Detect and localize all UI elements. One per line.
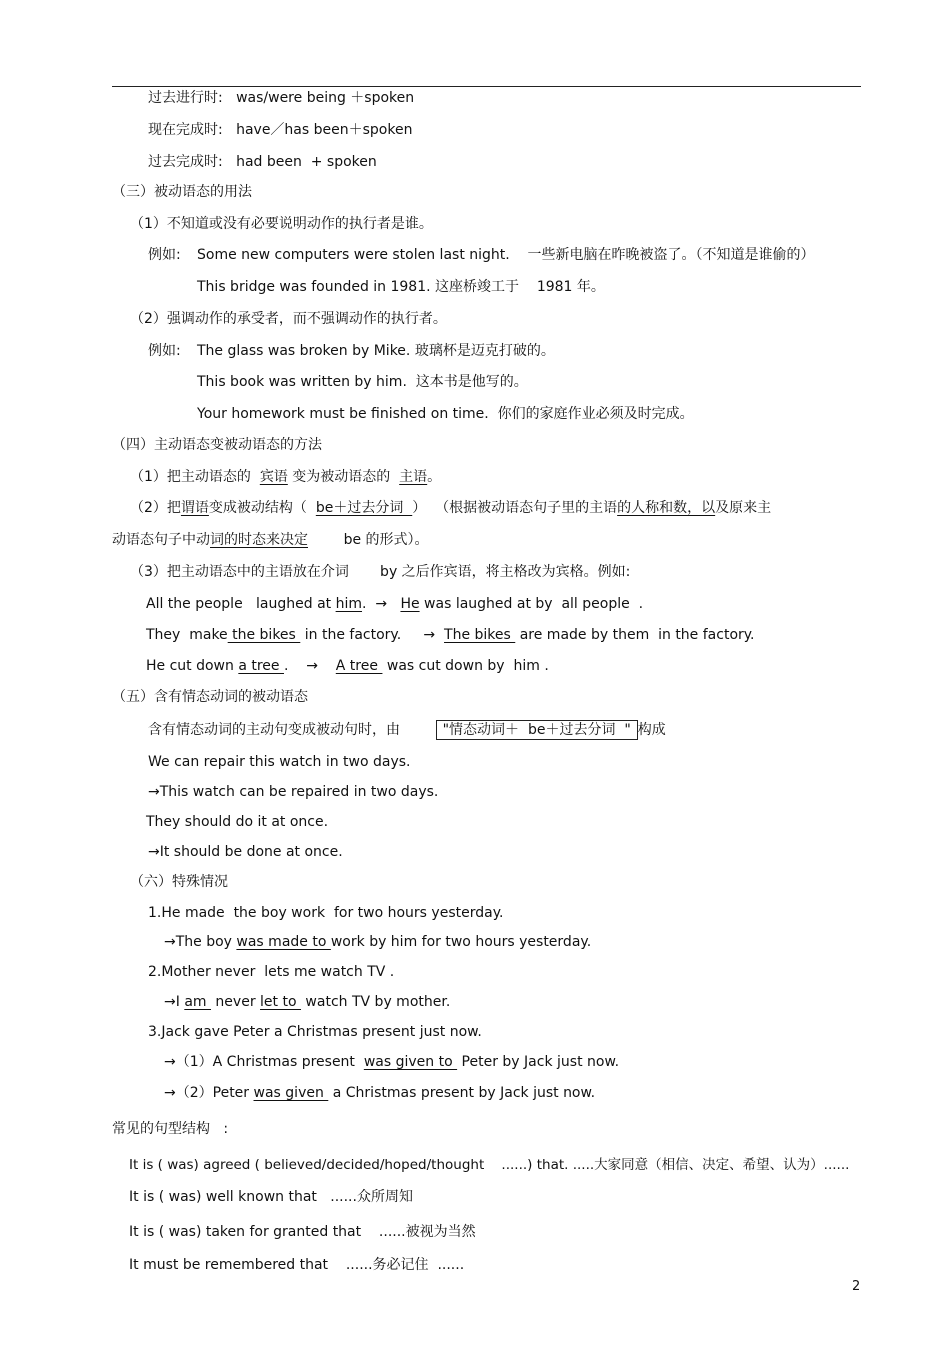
pattern-item: It must be remembered that ......务必记住 ...... [129, 1257, 465, 1273]
tense-past-perfect: 过去完成时: had been + spoken [148, 154, 377, 170]
s6-b2: →I am never let to watch TV by mother. [164, 994, 451, 1010]
tense-past-continuous: 过去进行时: was/were being ＋spoken [148, 90, 415, 106]
s4-example-3: He cut down a tree . → A tree was cut down by him . [146, 658, 549, 674]
s5-line-1: We can repair this watch in two days. [148, 754, 411, 770]
s3-point-1: （1）不知道或没有必要说明动作的执行者是谁。 [130, 216, 433, 232]
s4-rule-3: （3）把主动语态中的主语放在介词 by 之后作宾语，将主格改为宾格。例如: [130, 564, 631, 580]
s6-c2: →（1）A Christmas present was given to Peter by Jack just now. [164, 1054, 620, 1070]
s4-example-1: All the people laughed at him. → He was laughed at by all people . [146, 596, 644, 612]
s3-example-label-2: 例如: [148, 343, 181, 359]
s6-c1: 3.Jack gave Peter a Christmas present just now. [148, 1024, 482, 1040]
s4-rule-2-cont: 动语态句子中动词的时态来决定 be 的形式）。 [112, 532, 429, 548]
pattern-item: It is ( was) well known that ......众所周知 [129, 1189, 413, 1205]
s5-line-4: →It should be done at once. [148, 844, 343, 860]
s5-line-2: →This watch can be repaired in two days. [148, 784, 439, 800]
s6-c3: →（2）Peter was given a Christmas present by Jack just now. [164, 1085, 596, 1101]
tense-present-perfect: 现在完成时: have／has been＋spoken [148, 122, 413, 138]
s4-example-2: They make the bikes in the factory. → The bikes are made by them in the factory. [146, 627, 755, 643]
section-3-title: （三）被动语态的用法 [112, 184, 252, 200]
section-5-title: （五）含有情态动词的被动语态 [112, 689, 308, 705]
page-number: 2 [852, 1279, 861, 1294]
s4-rule-1: （1）把主动语态的 宾语 变为被动语态的 主语。 [130, 469, 442, 485]
s3-example-2: This bridge was founded in 1981. 这座桥竣工于 1981 年。 [197, 279, 605, 295]
s5-intro: 含有情态动词的主动句变成被动句时，由 "情态动词＋ be＋过去分词 " 构成 [148, 722, 666, 738]
s6-a1: 1.He made the boy work for two hours yesterday. [148, 905, 504, 921]
s3-example-1: Some new computers were stolen last night. 一些新电脑在昨晚被盗了。（不知道是谁偷的） [197, 247, 815, 263]
s3-example-3: The glass was broken by Mike. 玻璃杯是迈克打破的。 [197, 343, 555, 359]
pattern-item: It is ( was) agreed ( believed/decided/hoped/thought ......) that. .....大家同意（相信、决定、希望、认为）...... [129, 1157, 850, 1173]
patterns-title: 常见的句型结构 : [112, 1121, 229, 1137]
section-6-title: （六）特殊情况 [130, 874, 228, 890]
s3-point-2: （2）强调动作的承受者，而不强调动作的执行者。 [130, 311, 447, 327]
header-rule [112, 86, 861, 87]
section-4-title: （四）主动语态变被动语态的方法 [112, 437, 322, 453]
s5-line-3: They should do it at once. [146, 814, 329, 830]
s5-boxed-formula: "情态动词＋ be＋过去分词 " [436, 720, 638, 740]
s3-example-label: 例如: [148, 247, 181, 263]
s4-rule-2: （2）把谓语变成被动结构（ be＋过去分词 ） （根据被动语态句子里的主语的人称和数，以及原来主 [130, 500, 772, 516]
s6-a2: →The boy was made to work by him for two hours yesterday. [164, 934, 592, 950]
pattern-item: It is ( was) taken for granted that ......被视为当然 [129, 1224, 476, 1240]
s6-b1: 2.Mother never lets me watch TV . [148, 964, 395, 980]
s3-example-5: Your homework must be finished on time. 你们的家庭作业必须及时完成。 [197, 406, 694, 422]
s3-example-4: This book was written by him. 这本书是他写的。 [197, 374, 528, 390]
